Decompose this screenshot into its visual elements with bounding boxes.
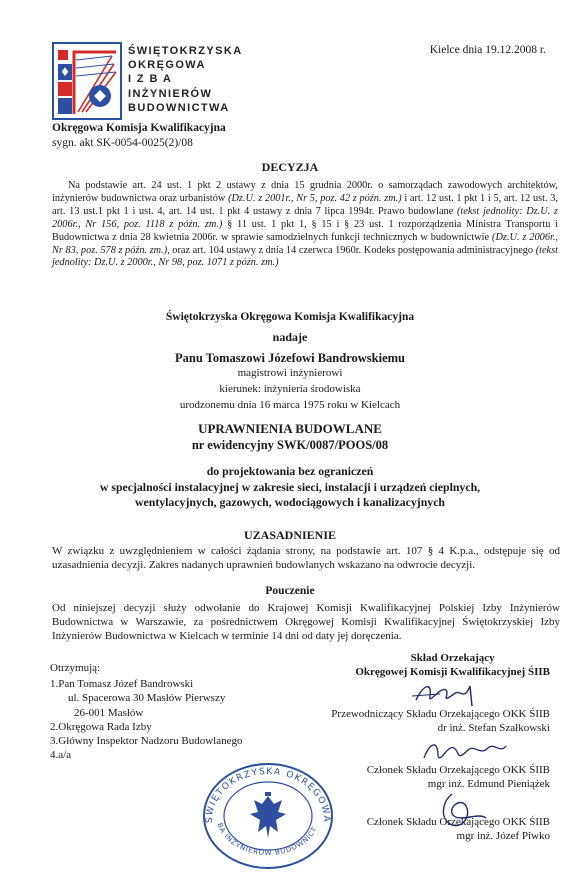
org-line: BUDOWNICTWA xyxy=(128,101,230,114)
handwritten-signature xyxy=(432,788,492,832)
justification-text: W związku z uwzględnieniem w całości żądania strony, na podstawie art. 107 § 4 K.p.a., odstępuje się od uzasadnienia decyzji. Zakres nadanych uprawnień budowlanych wskazano na odwrocie decyzji. xyxy=(52,545,560,571)
stamp-bottom-text: BA INŻYNIERÓW BUDOWNICT xyxy=(215,821,319,858)
justification-title: UZASADNIENIE xyxy=(243,528,337,542)
stamp-top-text: ŚWIĘTOKRZYSKA OKRĘGOWA xyxy=(204,766,332,824)
chamber-logo xyxy=(52,42,122,120)
list-item: 26-001 Masłów xyxy=(74,706,144,719)
legal-citation: (Dz.U. z 2006r., Nr 83, poz. 578 z późn. zm.), xyxy=(52,231,558,256)
legal-text: i art. 12 ust. 1 pkt 1 i 5, art. 12 ust. 3, art. 13 ust.1 pkt 1 i ust. 4, art. 14 ust. 1 pkt 4 ustawy z dnia 7 lipca 1994r. Prawo budowlane xyxy=(52,192,558,217)
permission-scope xyxy=(0,464,580,511)
registry-number: nr ewidencyjny SWK/0087/POOS/08 xyxy=(191,438,389,452)
legal-text: Na podstawie art. 24 ust. 1 pkt 2 ustawy z dnia 15 grudnia 2000r. o samorządach zawodowych architektów, inżynierów budownictwa oraz urbanistów xyxy=(52,180,558,204)
member-role: Członek Składu Orzekającego OKK ŚIIB xyxy=(366,816,550,828)
distribution-list xyxy=(50,661,242,762)
list-item: ul. Spacerowa 30 Masłów Pierwszy xyxy=(68,692,226,705)
legal-citation: (tekst jednolity: Dz.U. z 2006r., Nr 156, poz. 1118 z późn. zm.) xyxy=(52,205,558,230)
recipient-field: kierunek: inżynieria środowiska xyxy=(219,383,361,395)
instruction-text: Od niniejszej decyzji służy odwołanie do Krajowej Komisji Kwalifikacyjnej Polskiej Izby Inżynierów Budownictwa w Warszawie, za pośrednictwem Okręgowej Komisji Kwalifikacyjnej Świętokrzyskiej Izby Inżynierów Budownictwa w Kielcach w terminie 14 dni od daty jej doręczenia. xyxy=(52,602,560,642)
legal-basis-paragraph xyxy=(52,180,558,270)
legal-citation: (Dz.U. z 2001r., Nr 5, poz. 42 z późn. zm.) xyxy=(228,192,402,204)
file-signature: sygn. akt SK-0054-0025(2)/08 xyxy=(52,137,193,149)
legal-text: oraz art. 104 ustawy z dnia 14 czerwca 1960r. Kodeks postępowania administracyjnego xyxy=(169,244,536,256)
handwritten-signature xyxy=(410,676,480,712)
member-name: dr inż. Stefan Szałkowski xyxy=(437,722,550,734)
distribution-title: Otrzymują: xyxy=(50,662,101,674)
member-role: Członek Składu Orzekającego OKK ŚIIB xyxy=(366,764,550,776)
list-item: 1.Pan Tomasz Józef Bandrowski xyxy=(50,678,194,691)
org-line: OKRĘGOWA xyxy=(128,59,206,72)
org-line: I Z B A xyxy=(128,73,173,86)
official-stamp xyxy=(200,760,336,872)
member-role: Przewodniczący Składu Orzekającego OKK ŚIIB xyxy=(331,708,550,720)
handwritten-signature xyxy=(420,736,510,768)
recipient-degree: magistrowi inżynierowi xyxy=(237,367,343,379)
decision-title: DECYZJA xyxy=(261,160,319,174)
org-line: ŚWIĘTOKRZYSKA xyxy=(128,45,243,57)
list-item: 2.Okręgowa Rada Izby xyxy=(50,720,152,733)
scope-line: do projektowania bez ograniczeń xyxy=(206,464,374,478)
list-item: 4.a/a xyxy=(50,749,72,762)
issuer: Świętokrzyska Okręgowa Komisja Kwalifikacyjna xyxy=(165,311,415,323)
list-item: 3.Główny Inspektor Nadzoru Budowlanego xyxy=(50,735,243,748)
chamber-name xyxy=(128,44,258,115)
recipient-name: Panu Tomaszowi Józefowi Bandrowskiemu xyxy=(174,351,405,365)
recipient-birth: urodzonemu dnia 16 marca 1975 roku w Kielcach xyxy=(179,399,401,411)
instruction-title: Pouczenie xyxy=(265,585,315,597)
grants-verb: nadaje xyxy=(272,330,308,344)
permission-title: UPRAWNIENIA BUDOWLANE xyxy=(198,421,382,436)
scope-line: wentylacyjnych, gazowych, wodociągowych i kanalizacyjnych xyxy=(135,495,445,509)
scope-line: w specjalności instalacyjnej w zakresie sieci, instalacji i urządzeń cieplnych, xyxy=(99,479,481,494)
member-name: mgr inż. Edmund Pieniążek xyxy=(427,778,550,790)
legal-citation: (tekst jednolity: Dz.U. z 2000r., Nr 98, poz. 1071 z późn. zm.) xyxy=(52,244,558,269)
org-line: INŻYNIERÓW xyxy=(128,87,213,100)
commission-name: Okręgowa Komisja Kwalifikacyjna xyxy=(52,122,226,134)
panel-title-line: Okręgowej Komisji Kwalifikacyjnej ŚIIB xyxy=(355,666,550,678)
svg-text:♦: ♦ xyxy=(59,65,71,79)
place-date: Kielce dnia 19.12.2008 r. xyxy=(429,44,546,56)
legal-text: § 11 ust. 1 pkt 1, § 15 i § 23 ust. 1 rozporządzenia Ministra Transportu i Budownictwa z dnia 28 kwietnia 2006r. w sprawie samodzielnych funkcji technicznych w budownictwie xyxy=(52,218,558,243)
member-name: mgr inż. Józef Piwko xyxy=(456,830,550,842)
panel-title xyxy=(355,651,550,679)
panel-title-line: Skład Orzekający xyxy=(410,652,495,664)
